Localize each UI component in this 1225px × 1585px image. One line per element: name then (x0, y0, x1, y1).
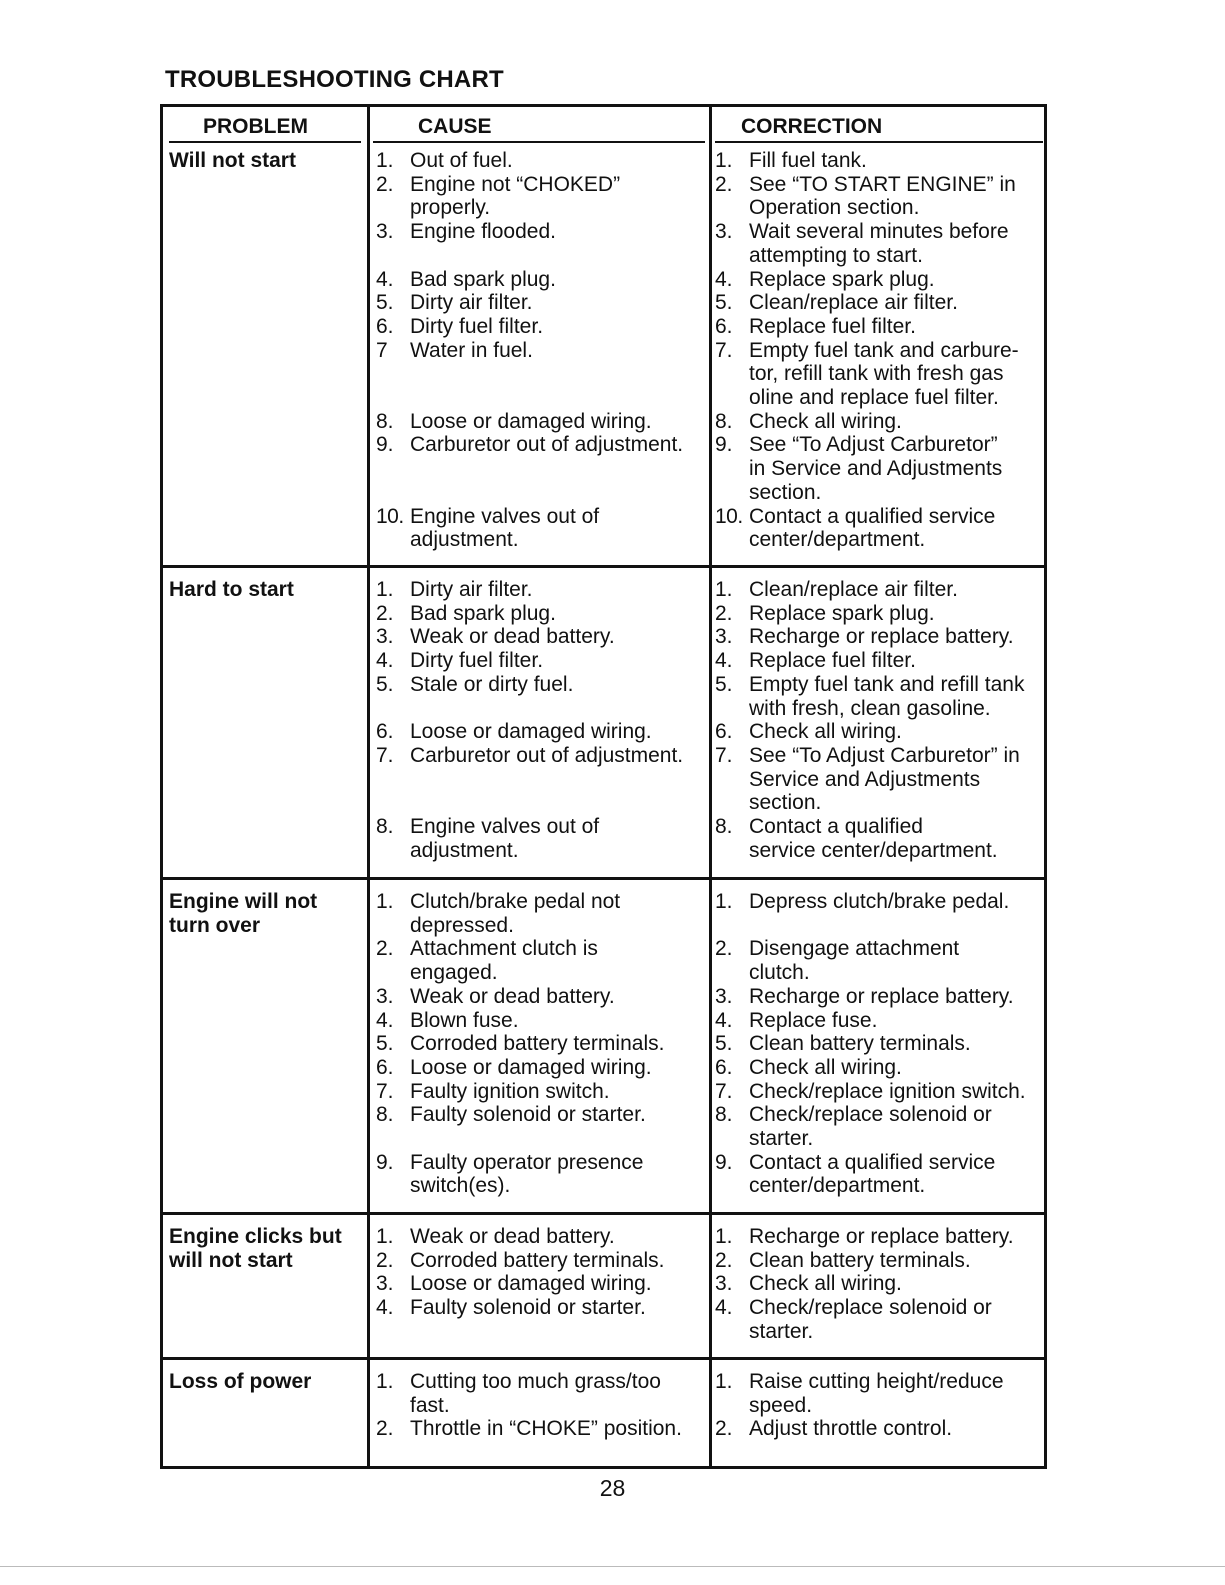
item-text: Clean/replace air filter. (749, 291, 958, 315)
cause-item (376, 173, 708, 220)
page-edge (0, 1566, 1225, 1567)
cause-item (376, 268, 708, 292)
item-number: 8. (376, 815, 394, 838)
correction-item (715, 1080, 1047, 1104)
correction-item (715, 220, 1047, 267)
correction-item (715, 1370, 1047, 1417)
problem-label: Will not start (169, 149, 296, 172)
item-text: Check/replace solenoid or starter. (749, 1103, 992, 1151)
item-number: 3. (376, 984, 394, 1008)
item-text: See “TO START ENGINE” in Operation section. (749, 172, 1016, 220)
cause-item (376, 410, 708, 434)
cause-item (376, 339, 708, 363)
item-text: Attachment clutch is engaged. (410, 937, 598, 985)
troubleshooting-table (160, 104, 1047, 1469)
correction-item (715, 410, 1047, 434)
cause-item (376, 1417, 708, 1441)
item-text: Contact a qualified service center/department. (749, 504, 996, 552)
item-text: Dirty air filter. (410, 291, 533, 315)
item-number: 4. (715, 649, 733, 673)
item-text: Clutch/brake pedal not depressed. (410, 890, 621, 937)
correction-item (715, 1103, 1047, 1150)
item-text: Check/replace ignition switch. (749, 1079, 1026, 1103)
item-number: 9. (715, 1150, 733, 1174)
cause-item (376, 149, 708, 173)
cause-item (376, 1272, 708, 1296)
item-text: Check all wiring. (749, 409, 902, 433)
item-number: 7. (376, 1079, 394, 1103)
correction-item (715, 1009, 1047, 1033)
item-number: 8. (715, 1103, 733, 1127)
item-text: Cutting too much grass/too fast. (410, 1370, 661, 1417)
item-number: 4. (376, 1296, 394, 1320)
correction-list (715, 1370, 1047, 1441)
cause-item (376, 1151, 708, 1198)
cause-item (376, 937, 708, 984)
correction-item (715, 673, 1047, 720)
item-number: 3. (715, 220, 733, 244)
header-underline (169, 141, 361, 143)
item-text: Dirty fuel filter. (410, 649, 544, 673)
item-text: Adjust throttle control. (749, 1417, 953, 1441)
item-text: See “To Adjust Carburetor” in Service and Adjustments section. (749, 743, 1020, 815)
item-text: Engine valves out of adjustment. (410, 815, 600, 862)
chart-title: TROUBLESHOOTING CHART (165, 66, 504, 93)
item-number: 4. (715, 1008, 733, 1032)
item-text: Faulty solenoid or starter. (410, 1296, 646, 1320)
cause-item (376, 220, 708, 244)
item-number: 1. (715, 578, 733, 601)
problem-label: Hard to start (169, 578, 294, 601)
cause-item (376, 1296, 708, 1320)
cause-item (376, 578, 708, 602)
spacer (376, 244, 708, 268)
cause-item (376, 1009, 708, 1033)
correction-item (715, 890, 1047, 914)
correction-item (715, 1249, 1047, 1273)
column-divider (367, 107, 370, 1466)
item-number: 2. (376, 601, 394, 625)
item-text: Replace fuse. (749, 1008, 878, 1032)
problem-label: Engine clicks but will not start (169, 1225, 342, 1272)
item-text: Weak or dead battery. (410, 984, 615, 1008)
header-underline (373, 141, 705, 143)
item-text: Dirty air filter. (410, 578, 533, 601)
item-number: 1. (715, 149, 733, 172)
correction-item (715, 173, 1047, 220)
cause-item (376, 315, 708, 339)
cause-item (376, 744, 708, 768)
correction-item (715, 815, 1047, 862)
item-text: Contact a qualified service center/department. (749, 815, 998, 862)
item-text: Replace spark plug. (749, 267, 935, 291)
item-number: 2. (715, 172, 733, 196)
correction-item (715, 602, 1047, 626)
item-number: 2. (715, 1417, 733, 1441)
correction-item (715, 649, 1047, 673)
item-number: 7. (715, 338, 733, 362)
item-number: 6. (376, 1055, 394, 1079)
correction-item (715, 1417, 1047, 1441)
item-text: Blown fuse. (410, 1008, 519, 1032)
cause-item (376, 1225, 708, 1249)
row-divider (163, 1357, 1044, 1360)
item-number: 9. (376, 433, 394, 457)
item-number: 8. (376, 409, 394, 433)
cause-item (376, 1103, 708, 1127)
correction-item (715, 1296, 1047, 1343)
item-text: Disengage attachment clutch. (749, 937, 960, 985)
item-number: 3. (376, 1272, 394, 1296)
column-divider (709, 107, 712, 1466)
item-number: 3. (715, 625, 733, 649)
item-text: Dirty fuel filter. (410, 314, 544, 338)
item-text: Corroded battery terminals. (410, 1032, 665, 1056)
item-text: Faulty operator presence switch(es). (410, 1150, 644, 1198)
header-problem: PROBLEM (203, 115, 308, 138)
correction-item (715, 505, 1047, 552)
cause-item (376, 815, 708, 862)
item-number: 5. (715, 672, 733, 696)
correction-item (715, 937, 1047, 984)
correction-item (715, 578, 1047, 602)
item-number: 4. (376, 267, 394, 291)
cause-item (376, 1249, 708, 1273)
item-text: Empty fuel tank and refill tank with fresh, clean gasoline. (749, 672, 1025, 720)
item-number: 2. (376, 937, 394, 961)
spacer (376, 362, 708, 409)
item-number: 1. (715, 890, 733, 913)
cause-item (376, 505, 708, 552)
correction-item (715, 339, 1047, 410)
item-text: Out of fuel. (410, 149, 513, 172)
item-text: Loose or damaged wiring. (410, 1272, 652, 1296)
correction-item (715, 433, 1047, 504)
spacer (376, 1127, 708, 1151)
item-number: 5. (376, 291, 394, 315)
item-number: 5. (715, 291, 733, 315)
row-divider (163, 877, 1044, 880)
item-text: Recharge or replace battery. (749, 984, 1014, 1008)
correction-list (715, 1225, 1047, 1344)
item-text: Stale or dirty fuel. (410, 672, 574, 696)
correction-item (715, 625, 1047, 649)
item-text: Recharge or replace battery. (749, 625, 1014, 649)
item-text: Water in fuel. (410, 338, 533, 362)
item-number: 6. (715, 1055, 733, 1079)
row-divider (163, 565, 1044, 568)
spacer (376, 457, 708, 504)
item-number: 5. (376, 672, 394, 696)
item-text: Replace fuel filter. (749, 649, 916, 673)
item-number: 7. (715, 743, 733, 767)
item-number: 8. (715, 409, 733, 433)
item-number: 3. (715, 1272, 733, 1296)
item-text: Replace spark plug. (749, 601, 935, 625)
item-text: Loose or damaged wiring. (410, 409, 652, 433)
cause-list (376, 1370, 708, 1441)
item-number: 3. (715, 984, 733, 1008)
item-number: 1. (376, 1225, 394, 1248)
item-number: 1. (376, 578, 394, 601)
item-number: 8. (715, 815, 733, 839)
item-text: Clean/replace air filter. (749, 578, 958, 601)
correction-item (715, 744, 1047, 815)
item-text: Clean battery terminals. (749, 1032, 971, 1056)
item-number: 7 (376, 338, 388, 362)
correction-item (715, 1151, 1047, 1198)
spacer (715, 914, 1047, 938)
item-number: 8. (376, 1103, 394, 1127)
item-number: 6. (376, 314, 394, 338)
cause-item (376, 673, 708, 697)
correction-item (715, 985, 1047, 1009)
cause-item (376, 433, 708, 457)
correction-item (715, 720, 1047, 744)
correction-item (715, 315, 1047, 339)
item-number: 3. (376, 625, 394, 649)
correction-list (715, 890, 1047, 1198)
item-number: 1. (376, 149, 394, 172)
header-correction: CORRECTION (741, 115, 883, 138)
item-number: 2. (715, 937, 733, 961)
item-text: Check/replace solenoid or starter. (749, 1296, 992, 1343)
spacer (376, 768, 708, 815)
cause-item (376, 985, 708, 1009)
cause-item (376, 890, 708, 937)
item-text: Check all wiring. (749, 720, 902, 744)
item-number: 6. (715, 314, 733, 338)
item-number: 2. (715, 601, 733, 625)
correction-item (715, 149, 1047, 173)
header-cause: CAUSE (418, 115, 492, 138)
cause-list (376, 890, 708, 1198)
item-number: 1. (715, 1225, 733, 1248)
correction-item (715, 1225, 1047, 1249)
cause-item (376, 1056, 708, 1080)
item-number: 5. (376, 1032, 394, 1056)
header-underline (715, 141, 1043, 143)
item-number: 2. (376, 1248, 394, 1272)
cause-item (376, 720, 708, 744)
item-number: 10. (715, 504, 743, 528)
cause-item (376, 649, 708, 673)
item-text: Weak or dead battery. (410, 625, 615, 649)
spacer (376, 697, 708, 721)
correction-item (715, 1056, 1047, 1080)
cause-item (376, 1032, 708, 1056)
item-text: Engine not “CHOKED” properly. (410, 172, 621, 220)
item-text: Weak or dead battery. (410, 1225, 615, 1248)
item-text: Check all wiring. (749, 1055, 902, 1079)
item-text: Wait several minutes before attempting to start. (749, 220, 1009, 267)
item-text: Corroded battery terminals. (410, 1248, 665, 1272)
item-number: 4. (715, 267, 733, 291)
item-text: Replace fuel filter. (749, 314, 916, 338)
problem-label: Engine will not turn over (169, 890, 318, 937)
correction-list (715, 149, 1047, 552)
item-number: 10. (376, 504, 404, 528)
cause-item (376, 291, 708, 315)
cause-list (376, 578, 708, 862)
correction-item (715, 1032, 1047, 1056)
cause-item (376, 602, 708, 626)
cause-item (376, 1080, 708, 1104)
item-number: 1. (715, 1370, 733, 1393)
item-number: 2. (715, 1248, 733, 1272)
item-text: Faulty solenoid or starter. (410, 1103, 646, 1127)
row-divider (163, 1212, 1044, 1215)
item-text: Fill fuel tank. (749, 149, 867, 172)
item-text: Carburetor out of adjustment. (410, 743, 684, 767)
item-number: 5. (715, 1032, 733, 1056)
item-number: 1. (376, 1370, 394, 1393)
page-number: 28 (599, 1475, 626, 1501)
item-number: 1. (376, 890, 394, 913)
item-text: Bad spark plug. (410, 601, 556, 625)
item-text: Bad spark plug. (410, 267, 556, 291)
item-number: 4. (376, 1008, 394, 1032)
item-text: Throttle in “CHOKE” position. (410, 1417, 682, 1441)
correction-item (715, 268, 1047, 292)
correction-list (715, 578, 1047, 862)
item-text: Loose or damaged wiring. (410, 1055, 652, 1079)
correction-item (715, 291, 1047, 315)
cause-list (376, 149, 708, 552)
item-text: Engine flooded. (410, 220, 556, 244)
item-text: Faulty ignition switch. (410, 1079, 610, 1103)
item-number: 7. (715, 1079, 733, 1103)
item-number: 2. (376, 172, 394, 196)
item-text: Carburetor out of adjustment. (410, 433, 684, 457)
correction-item (715, 1272, 1047, 1296)
item-number: 9. (376, 1150, 394, 1174)
item-text: Clean battery terminals. (749, 1248, 971, 1272)
cause-list (376, 1225, 708, 1320)
item-number: 7. (376, 743, 394, 767)
item-number: 4. (715, 1296, 733, 1320)
cause-item (376, 1370, 708, 1417)
cause-item (376, 625, 708, 649)
item-number: 6. (376, 720, 394, 744)
item-number: 9. (715, 433, 733, 457)
item-number: 3. (376, 220, 394, 244)
item-number: 6. (715, 720, 733, 744)
item-text: Depress clutch/brake pedal. (749, 890, 1010, 913)
problem-label: Loss of power (169, 1370, 312, 1393)
item-text: Recharge or replace battery. (749, 1225, 1014, 1248)
item-text: See “To Adjust Carburetor” in Service and Adjustments section. (749, 433, 1003, 504)
item-text: Check all wiring. (749, 1272, 902, 1296)
item-text: Engine valves out of adjustment. (410, 504, 600, 552)
item-number: 4. (376, 649, 394, 673)
item-text: Contact a qualified service center/department. (749, 1150, 996, 1198)
item-number: 2. (376, 1417, 394, 1441)
item-text: Raise cutting height/reduce speed. (749, 1370, 1004, 1417)
item-text: Loose or damaged wiring. (410, 720, 652, 744)
item-text: Empty fuel tank and carbure- tor, refill tank with fresh gas oline and replace fuel filter. (749, 338, 1019, 410)
